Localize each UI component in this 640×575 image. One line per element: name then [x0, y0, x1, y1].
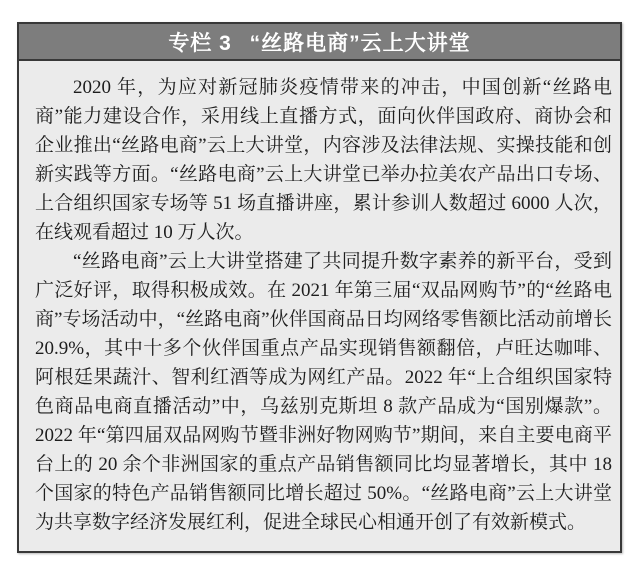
column-title: “丝路电商”云上大讲堂 — [249, 31, 471, 55]
paragraph-2: “丝路电商”云上大讲堂搭建了共同提升数字素养的新平台，受到广泛好评，取得积极成效。在 2021 年第三届“双品网购节”的“丝路电商”专场活动中，“丝路电商”伙伴国商品日均网络零售额比活动前增长 20.9%，其中十多个伙伴国重点产品实现销售额翻倍，卢旺达咖啡、阿根廷果蔬汁、智利红酒等成为网红产品。2022 年“上合组织国家特色商品电商直播活动”中，乌兹别克斯坦 8 款产品成为“国别爆款”。2022 年“第四届双品网购节暨非洲好物网购节”期间，来自主要电商平台上的 20 余个非洲国家的重点产品销售额同比均显著增长，其中 18 个国家的特色产品销售额同比增长超过 50%。“丝路电商”云上大讲堂为共享数字经济发展红利，促进全球民心相通开创了有效新模式。 — [35, 251, 612, 533]
column-body — [19, 61, 620, 549]
paragraph-1: 2020 年，为应对新冠肺炎疫情带来的冲击，中国创新“丝路电商”能力建设合作，采用线上直播方式，面向伙伴国政府、商协会和企业推出“丝路电商”云上大讲堂，内容涉及法律法规、实操技能和创新实践等方面。“丝路电商”云上大讲堂已举办拉美农产品出口专场、上合组织国家专场等 51 场直播讲座，累计参训人数超过 6000 人次，在线观看超过 10 万人次。 — [35, 77, 612, 243]
column-header — [19, 24, 620, 61]
column-panel — [17, 22, 622, 553]
column-number-label: 专栏 3 — [168, 31, 232, 55]
